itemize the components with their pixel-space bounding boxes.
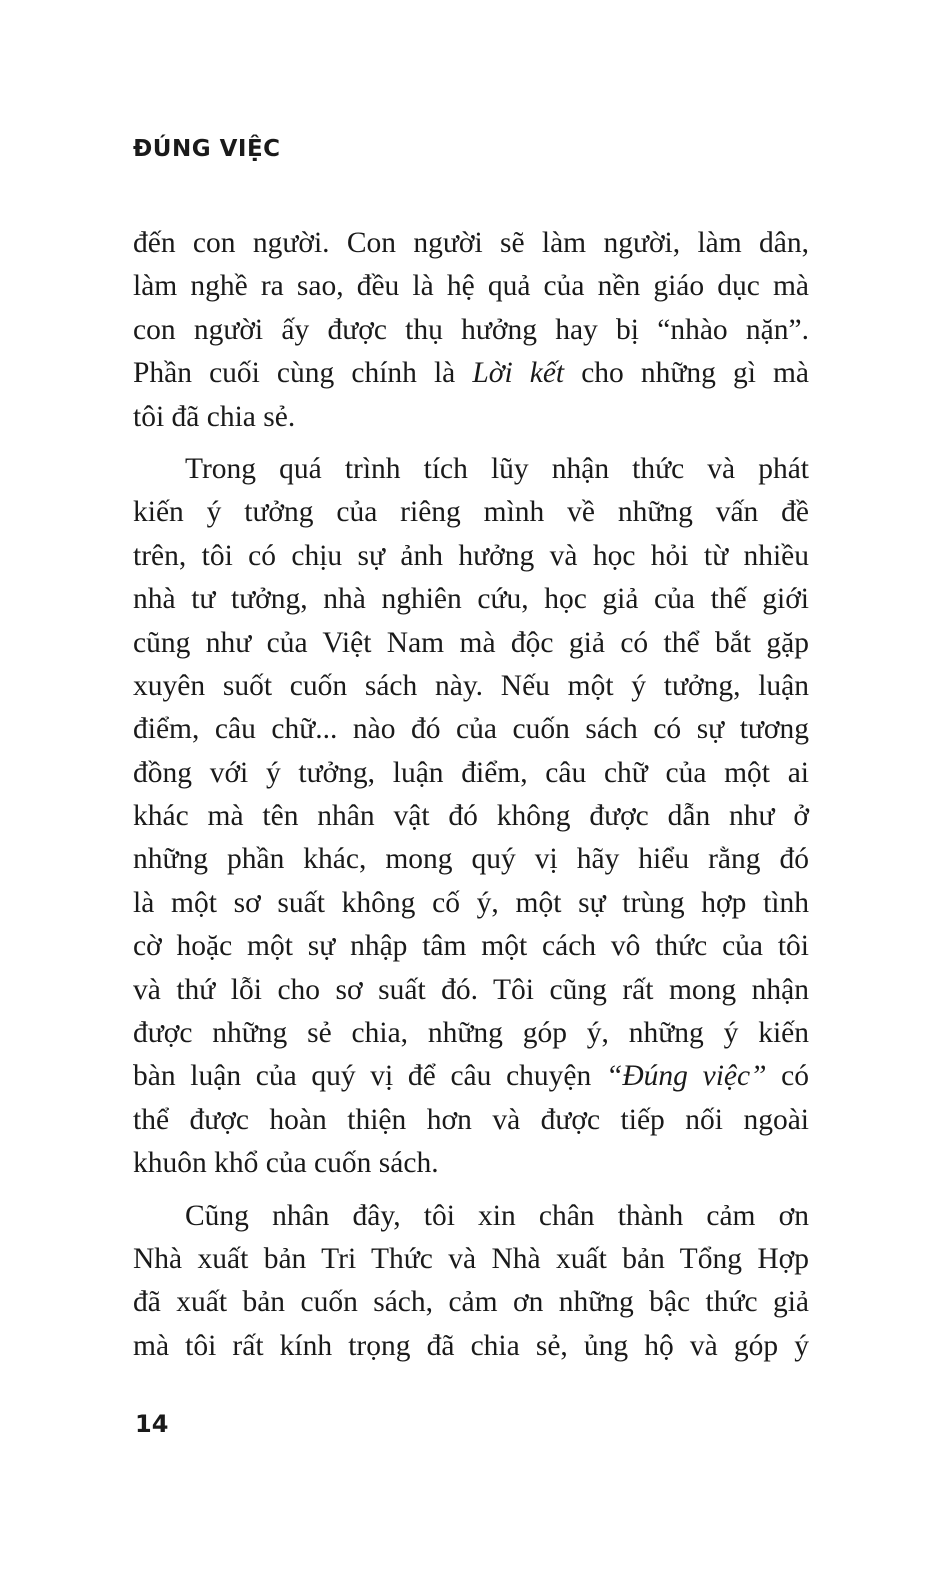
paragraph <box>133 448 809 1186</box>
paragraph-gap <box>133 439 809 448</box>
text-line: những phần khác, mong quý vị hãy hiểu rằng đó <box>133 843 809 876</box>
text-line: mà tôi rất kính trọng đã chia sẻ, ủng hộ và góp ý <box>133 1329 809 1362</box>
paragraph <box>133 222 809 439</box>
text-segment: bàn luận của quý vị để câu chuyện <box>133 1060 606 1093</box>
text-line: khác mà tên nhân vật đó không được dẫn như ở <box>133 800 809 833</box>
body-text <box>133 222 809 1368</box>
text-line: Trong quá trình tích lũy nhận thức và phát <box>185 452 809 485</box>
italic-title-loi-ket: Lời kết <box>472 357 565 390</box>
text-line: cũng như của Việt Nam mà độc giả có thể bắt gặp <box>133 626 809 659</box>
text-line: đến con người. Con người sẽ làm người, làm dân, <box>133 227 809 259</box>
text-line: kiến ý tưởng của riêng mình về những vấn đề <box>133 496 809 529</box>
text-line <box>133 352 809 395</box>
text-segment: Phần cuối cùng chính là <box>133 357 473 390</box>
text-line: xuyên suốt cuốn sách này. Nếu một ý tưởng, luận <box>133 669 809 702</box>
text-line: khuôn khổ của cuốn sách. <box>133 1147 439 1180</box>
text-line <box>133 1055 809 1098</box>
text-line: Cũng nhân đây, tôi xin chân thành cảm ơn <box>185 1199 809 1232</box>
text-line: và thứ lỗi cho sơ suất đó. Tôi cũng rất mong nhận <box>133 973 809 1006</box>
text-line: đồng với ý tưởng, luận điểm, câu chữ của một ai <box>133 756 809 789</box>
text-line: cờ hoặc một sự nhập tâm một cách vô thức của tôi <box>133 930 809 963</box>
text-segment: cho những gì mà <box>564 357 809 390</box>
italic-title-dung-viec: “Đúng việc” <box>605 1060 767 1093</box>
text-line: đã xuất bản cuốn sách, cảm ơn những bậc thức giả <box>133 1286 809 1319</box>
text-line: trên, tôi có chịu sự ảnh hưởng và học hỏi từ nhiều <box>133 539 809 572</box>
page-number: 14 <box>135 1410 169 1438</box>
text-line: thể được hoàn thiện hơn và được tiếp nối ngoài <box>133 1103 809 1136</box>
text-line: làm nghề ra sao, đều là hệ quả của nền giáo dục mà <box>133 270 809 303</box>
text-line: là một sơ suất không cố ý, một sự trùng hợp tình <box>133 886 809 919</box>
text-line: Nhà xuất bản Tri Thức và Nhà xuất bản Tổng Hợp <box>133 1242 809 1275</box>
text-line: được những sẻ chia, những góp ý, những ý kiến <box>133 1017 809 1050</box>
text-line: tôi đã chia sẻ. <box>133 400 296 433</box>
text-line: điểm, câu chữ... nào đó của cuốn sách có sự tương <box>133 713 809 746</box>
paragraph <box>133 1195 809 1369</box>
paragraph-gap <box>133 1186 809 1195</box>
text-line: nhà tư tưởng, nhà nghiên cứu, học giả của thế giới <box>133 583 809 616</box>
text-segment: có <box>766 1060 810 1093</box>
text-line: con người ấy được thụ hưởng hay bị “nhào nặn”. <box>133 313 809 346</box>
running-head-title: ĐÚNG VIỆC <box>133 136 281 162</box>
